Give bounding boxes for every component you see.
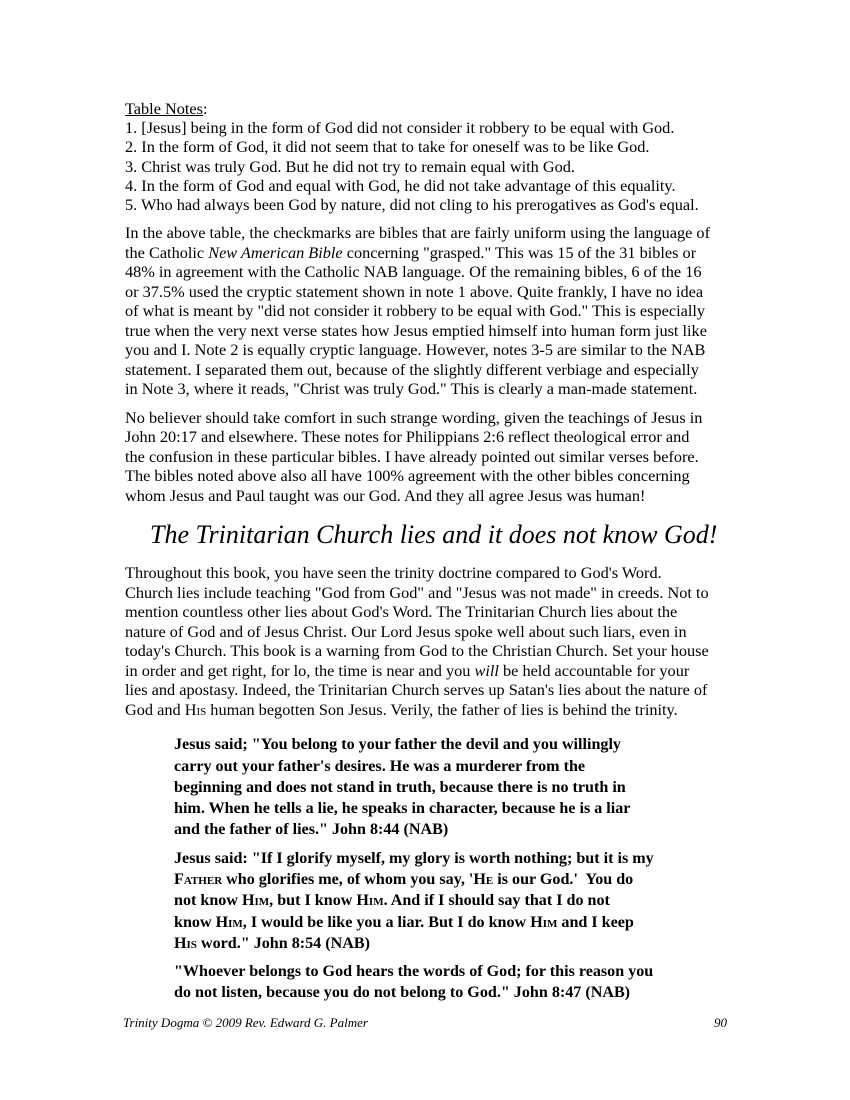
quote-line: Jesus said; "You belong to your father the devil and you willingly xyxy=(174,736,621,754)
quote-line xyxy=(174,912,728,933)
table-notes-colon: : xyxy=(202,99,208,118)
paragraph-line: whom Jesus and Paul taught was our God. And they all agree Jesus was human! xyxy=(125,485,646,505)
paragraph-line: you and I. Note 2 is equally cryptic language. However, notes 3-5 are similar to the NAB xyxy=(125,340,706,360)
table-note-3: 3. Christ was truly God. But he did not try to remain equal with God. xyxy=(125,156,575,176)
paragraph-line: nature of God and of Jesus Christ. Our Lord Jesus spoke well about such liars, even in xyxy=(125,621,687,641)
paragraph-line: the confusion in these particular bibles. I have already pointed out similar verses before. xyxy=(125,446,699,466)
small-caps-his: His xyxy=(174,934,197,952)
text-run: God and xyxy=(125,699,185,719)
quote-john-8-47 xyxy=(174,961,728,1004)
quote-line: beginning and does not stand in truth, because there is no truth in xyxy=(174,778,626,796)
quote-line: "Whoever belongs to God hears the words of God; for this reason you xyxy=(174,963,654,981)
table-notes xyxy=(125,99,728,214)
paragraph-no-believer xyxy=(125,408,728,506)
scripture-quotes xyxy=(174,734,728,1004)
paragraph-line xyxy=(125,243,728,263)
text-run: who glorifies me, of whom you say, ' xyxy=(222,871,474,888)
text-run: know xyxy=(174,913,216,931)
text-run: human begotten Son Jesus. Verily, the father of lies is behind the trinity. xyxy=(206,699,678,719)
text-run: concerning "grasped." This was 15 of the 31 bibles or xyxy=(342,242,697,262)
paragraph-checkmarks xyxy=(125,223,728,399)
small-caps-his: His xyxy=(184,699,207,719)
paragraph-line: or 37.5% used the cryptic statement shown in note 1 above. Quite frankly, I have no idea xyxy=(125,281,704,301)
paragraph-line: 48% in agreement with the Catholic NAB language. Of the remaining bibles, 6 of the 16 xyxy=(125,262,702,282)
text-run: and I keep xyxy=(557,913,634,931)
text-run: be held accountable for your xyxy=(498,660,690,680)
table-note-2: 2. In the form of God, it did not seem that to take for oneself was to be like God. xyxy=(125,137,650,157)
paragraph-line: today's Church. This book is a warning from God to the Christian Church. Set your house xyxy=(125,641,709,661)
paragraph-line: statement. I separated them out, because of the slightly different verbiage and especially xyxy=(125,359,699,379)
paragraph-line: Throughout this book, you have seen the trinity doctrine compared to God's Word. xyxy=(125,563,662,583)
paragraph-line: mention countless other lies about God's Word. The Trinitarian Church lies about the xyxy=(125,602,678,622)
quote-line xyxy=(174,869,728,890)
paragraph-line xyxy=(125,700,728,720)
small-caps-him: Him xyxy=(530,913,558,931)
paragraph-line: lies and apostasy. Indeed, the Trinitarian Church serves up Satan's lies about the nature of xyxy=(125,680,708,700)
emphasis-will: will xyxy=(474,660,499,680)
quote-line xyxy=(174,890,728,911)
quote-line xyxy=(174,933,728,954)
small-caps-father: Father xyxy=(174,871,223,888)
quote-john-8-54 xyxy=(174,848,728,954)
book-title-nab: New American Bible xyxy=(208,242,343,262)
quote-john-8-44 xyxy=(174,734,728,840)
table-note-1: 1. [Jesus] being in the form of God did not consider it robbery to be equal with God. xyxy=(125,118,675,138)
quote-line: Jesus said: "If I glorify myself, my glory is worth nothing; but it is my xyxy=(174,849,654,867)
small-caps-him: Him xyxy=(356,892,384,910)
quote-line: do not listen, because you do not belong to God." John 8:47 (NAB) xyxy=(174,984,631,1002)
quote-line: him. When he tells a lie, he speaks in character, because he is a liar xyxy=(174,800,631,818)
document-page xyxy=(125,99,728,1011)
footer-copyright: Trinity Dogma © 2009 Rev. Edward G. Palmer xyxy=(123,1015,368,1030)
table-notes-title: Table Notes xyxy=(125,99,203,118)
small-caps-him: Him xyxy=(241,892,270,910)
page-number: 90 xyxy=(714,1015,727,1030)
text-run: is our God.' You do xyxy=(493,871,634,888)
paragraph-line: true when the very next verse states how Jesus emptied himself into human form just like xyxy=(125,320,707,340)
table-notes-heading xyxy=(125,99,728,118)
section-heading: The Trinitarian Church lies and it does not know God! xyxy=(150,520,718,550)
paragraph-line: No believer should take comfort in such strange wording, given the teachings of Jesus in xyxy=(125,407,703,427)
quote-line: and the father of lies." John 8:44 (NAB) xyxy=(174,821,449,839)
text-run: . And if I should say that I do not xyxy=(383,892,610,910)
quote-line: carry out your father's desires. He was a murderer from the xyxy=(174,757,586,775)
text-run: not know xyxy=(174,892,242,910)
paragraph-line: In the above table, the checkmarks are bibles that are fairly uniform using the language of xyxy=(125,223,710,243)
text-run: word." John 8:54 (NAB) xyxy=(196,934,370,952)
text-run: in order and get right, for lo, the time is near and you xyxy=(125,660,475,680)
text-run: , but I know xyxy=(269,892,357,910)
paragraph-line: of what is meant by "did not consider it robbery to be equal with God." This is especially xyxy=(125,301,706,321)
paragraph-line: in Note 3, where it reads, "Christ was truly God." This is clearly a man-made statement. xyxy=(125,379,698,399)
paragraph-line xyxy=(125,661,728,681)
paragraph-throughout xyxy=(125,563,728,719)
paragraph-line: John 20:17 and elsewhere. These notes for Philippians 2:6 reflect theological error and xyxy=(125,427,690,447)
table-note-4: 4. In the form of God and equal with God, he did not take advantage of this equality. xyxy=(125,175,676,195)
table-note-5: 5. Who had always been God by nature, did not cling to his prerogatives as God's equal. xyxy=(125,195,699,215)
text-run: , I would be like you a liar. But I do know xyxy=(242,913,531,931)
paragraph-line: Church lies include teaching "God from God" and "Jesus was not made" in creeds. Not to xyxy=(125,582,709,602)
paragraph-line: The bibles noted above also all have 100% agreement with the other bibles concerning xyxy=(125,466,690,486)
small-caps-him: Him xyxy=(215,913,243,931)
small-caps-he: He xyxy=(473,871,494,888)
text-run: the Catholic xyxy=(125,242,209,262)
